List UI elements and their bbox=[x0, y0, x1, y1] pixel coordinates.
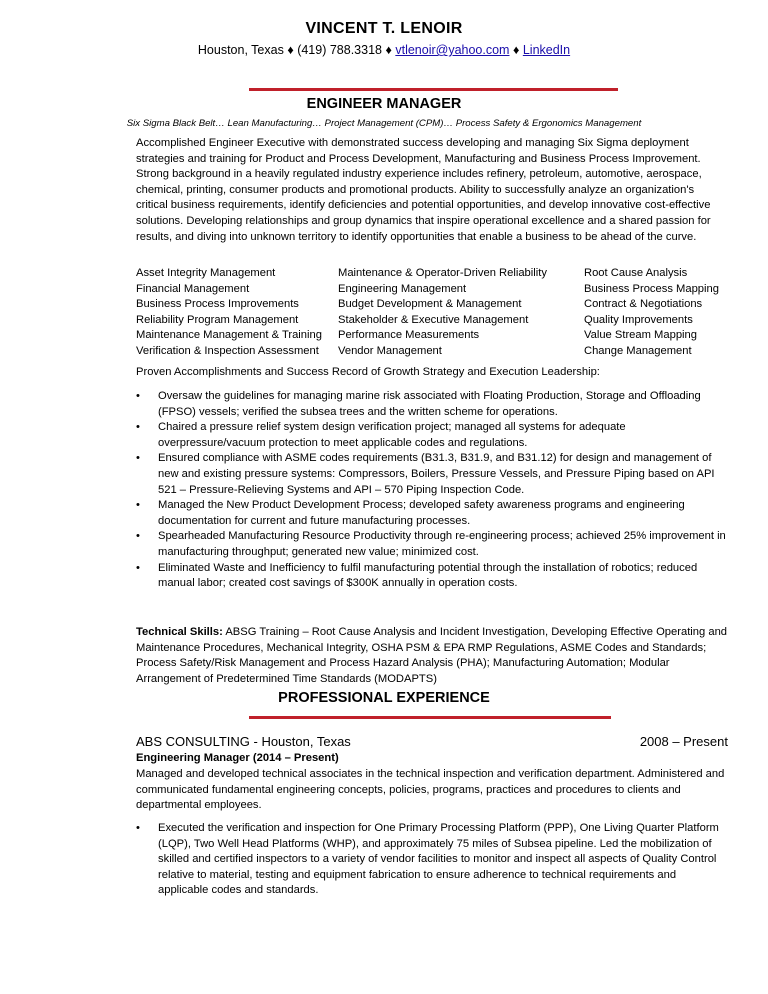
bullet-icon: • bbox=[136, 390, 140, 402]
headline: ENGINEER MANAGER bbox=[306, 96, 462, 112]
separator-diamond-icon: ♦ bbox=[385, 43, 392, 57]
bullet-icon: • bbox=[136, 530, 140, 543]
skill-item: Business Process Mapping bbox=[584, 282, 719, 295]
accomplishments-intro: Proven Accomplishments and Success Record of Growth Strategy and Execution Leadership: bbox=[136, 366, 600, 378]
skill-item: Asset Integrity Management bbox=[136, 267, 276, 279]
skill-item: Reliability Program Management bbox=[136, 313, 299, 326]
list-item: • Oversaw the guidelines for managing marine risk associated with Floating Production, Storage and Offloading (FPSO) vessels; verified the subsea trees and the written scheme for operations. bbox=[136, 390, 701, 418]
skill-item: Contract & Negotiations bbox=[584, 298, 703, 311]
skills-row bbox=[136, 328, 736, 344]
list-item: • Chaired a pressure relief system design verification project; managed all systems for adequate overpressure/vacuum protection to meet applicable codes and regulations. bbox=[136, 421, 626, 449]
email-link[interactable]: vtlenoir@yahoo.com bbox=[395, 43, 510, 57]
summary-paragraph: Accomplished Engineer Executive with demonstrated success developing and managing Six Sigma deployment strategies and training for Product and Process Development, Manufacturing and Business Process Improvement. Strong background in a heavily regulated industry experience includes refinery, petroleum, automotive, aerospace, chemical, printing, consumer products and promotional products. Ability to successfully analyze an organization's critical business requirements, identify deficiencies and potential opportunities, and develop innovative cost-effective solutions. Developing relationships and group dynamics that inspire operational excellence and a shared passion for results, and diving into unknown territory to identify opportunities that enable a business to be ahead of the curve. bbox=[136, 137, 711, 243]
separator-diamond-icon: ♦ bbox=[287, 43, 294, 57]
separator-diamond-icon: ♦ bbox=[512, 43, 520, 57]
skill-item: Stakeholder & Executive Management bbox=[338, 313, 529, 326]
job-description: Managed and developed technical associates in the technical inspection and verification department. Administered and communicated fundamental engineering concepts, policies, programs, practices and procedures to clients and departmental employees. bbox=[136, 768, 725, 812]
job-header bbox=[136, 734, 728, 749]
skill-item: Budget Development & Management bbox=[338, 298, 522, 311]
technical-skills-label: Technical Skills: bbox=[136, 626, 223, 638]
phone: (419) 788.3318 bbox=[297, 43, 382, 57]
skills-row bbox=[136, 297, 736, 313]
bullet-icon: • bbox=[136, 452, 140, 465]
skills-row bbox=[136, 282, 736, 298]
technical-skills-text: ABSG Training – Root Cause Analysis and Incident Investigation, Developing Effective Operating and Maintenance Procedures, Mechanical Integrity, OSHA PSM & EPA RMP Regulations, ASME Codes and Standards; Process Safety/Risk Management and Process Hazard Analysis (PHA); Manufacturing Automation; Modular Arrangement of Predetermined Time Standards (MODAPTS) bbox=[136, 626, 728, 685]
linkedin-link[interactable]: LinkedIn bbox=[522, 43, 571, 57]
job-title: Engineering Manager (2014 – Present) bbox=[136, 752, 339, 764]
skill-item: Financial Management bbox=[136, 282, 250, 295]
skills-row bbox=[136, 266, 736, 282]
skill-item: Verification & Inspection Assessment bbox=[136, 344, 319, 357]
bullet-icon: • bbox=[136, 561, 140, 574]
skill-item: Business Process Improvements bbox=[136, 298, 299, 311]
skill-item: Change Management bbox=[584, 344, 692, 357]
section-heading-experience: PROFESSIONAL EXPERIENCE bbox=[278, 690, 490, 706]
skill-item: Vendor Management bbox=[338, 344, 442, 357]
header-divider bbox=[249, 88, 618, 91]
candidate-name: VINCENT T. LENOIR bbox=[305, 20, 463, 37]
skills-row bbox=[136, 313, 736, 329]
skill-item: Engineering Management bbox=[338, 282, 467, 295]
list-item: • Spearheaded Manufacturing Resource Productivity through re-engineering process; achieved 25% improvement in manufacturing throughput; generated new value; minimized cost. bbox=[136, 530, 726, 558]
location: Houston, Texas bbox=[197, 43, 284, 57]
skill-item: Performance Measurements bbox=[338, 329, 480, 342]
skill-item: Quality Improvements bbox=[584, 313, 693, 326]
bullet-icon: • bbox=[136, 499, 140, 512]
list-item: • Managed the New Product Development Process; developed safety awareness programs and engineering documentation for current and future manufacturing processes. bbox=[136, 499, 685, 527]
job-dates: 2008 – Present bbox=[639, 734, 728, 749]
technical-skills bbox=[136, 625, 732, 687]
skills-row bbox=[136, 344, 736, 360]
bullet-icon: • bbox=[136, 822, 140, 834]
list-item: • Ensured compliance with ASME codes requirements (B31.3, B31.9, and B31.12) for design and management of new and existing pressure systems: Compressors, Boilers, Pressure Vessels, and Pressure Piping based on API 521 – Pressure-Relieving Systems and API – 570 Piping Inspection Code. bbox=[136, 452, 715, 496]
tagline: Six Sigma Black Belt… Lean Manufacturing… Project Management (CPM)… Process Safety & Ergonomics Management bbox=[126, 118, 642, 129]
list-item: • Executed the verification and inspection for One Primary Processing Platform (PPP), One Living Quarter Platform (LQP), Two Well Head Platforms (WHP), and approximately 75 miles of Subsea pipeline. Led the mobilization of skilled and certified inspectors to a variety of vendor facilities to monitor and inspect all aspects of Quality Control relative to material, testing and equipment fabrication to ensure adherence to technical requirements and applicable codes and standards. bbox=[136, 822, 719, 897]
contact-line bbox=[0, 43, 768, 57]
accomplishments-list bbox=[136, 389, 726, 592]
company-name: ABS CONSULTING - Houston, Texas bbox=[136, 734, 351, 749]
skill-item: Maintenance & Operator-Driven Reliability bbox=[338, 267, 547, 279]
skill-item: Root Cause Analysis bbox=[584, 267, 688, 279]
job-bullets bbox=[136, 821, 728, 899]
bullet-icon: • bbox=[136, 421, 140, 434]
list-item: • Eliminated Waste and Inefficiency to fulfil manufacturing potential through the installation of robotics; reduced manual labor; created cost savings of $300K annually in operation costs. bbox=[136, 561, 698, 590]
skill-item: Value Stream Mapping bbox=[584, 329, 697, 342]
skill-item: Maintenance Management & Training bbox=[136, 329, 322, 342]
section-divider bbox=[249, 716, 611, 719]
skills-grid bbox=[136, 266, 736, 360]
